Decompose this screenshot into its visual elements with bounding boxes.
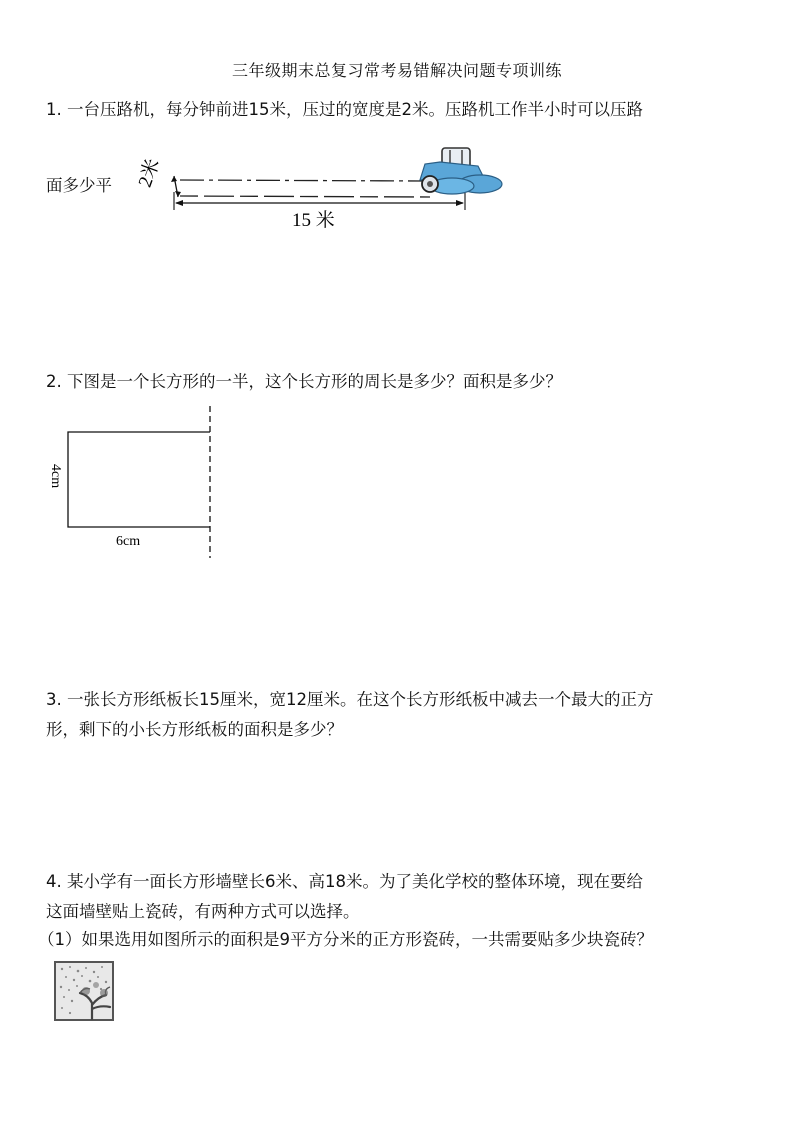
question-4-line-1: 4. 某小学有一面长方形墙壁长6米、高18米。为了美化学校的整体环境，现在要给: [46, 872, 643, 891]
height-label: 4cm: [48, 464, 63, 489]
road-roller-figure: [134, 140, 520, 240]
worksheet-title: 三年级期末总复习常考易错解决问题专项训练: [231, 61, 562, 80]
width-label: 2米: [134, 156, 165, 191]
question-1-line-1: 1. 一台压路机，每分钟前进15米，压过的宽度是2米。压路机工作半小时可以压路: [46, 100, 643, 119]
question-1-line-2: 面多少平: [46, 176, 112, 195]
square-tile-figure: [54, 961, 114, 1021]
question-4-line-2: 这面墙壁贴上瓷砖，有两种方式可以选择。: [46, 902, 360, 921]
question-2-text: 2. 下图是一个长方形的一半，这个长方形的周长是多少？面积是多少？: [46, 372, 562, 391]
road-roller-diagram: [134, 140, 520, 240]
question-3-line-1: 3. 一张长方形纸板长15厘米，宽12厘米。在这个长方形纸板中减去一个最大的正方: [46, 690, 654, 709]
road-roller-icon: [420, 148, 502, 194]
length-label: 15 米: [292, 210, 335, 231]
tree-pattern-tile-icon: [56, 963, 112, 1019]
question-4-sub-1: （1）如果选用如图所示的面积是9平方分米的正方形瓷砖，一共需要贴多少块瓷砖？: [38, 930, 653, 949]
width-label: 6cm: [116, 534, 141, 549]
half-rectangle-figure: [40, 404, 240, 564]
half-rectangle-diagram: [40, 404, 240, 564]
question-3-line-2: 形，剩下的小长方形纸板的面积是多少？: [46, 720, 343, 739]
